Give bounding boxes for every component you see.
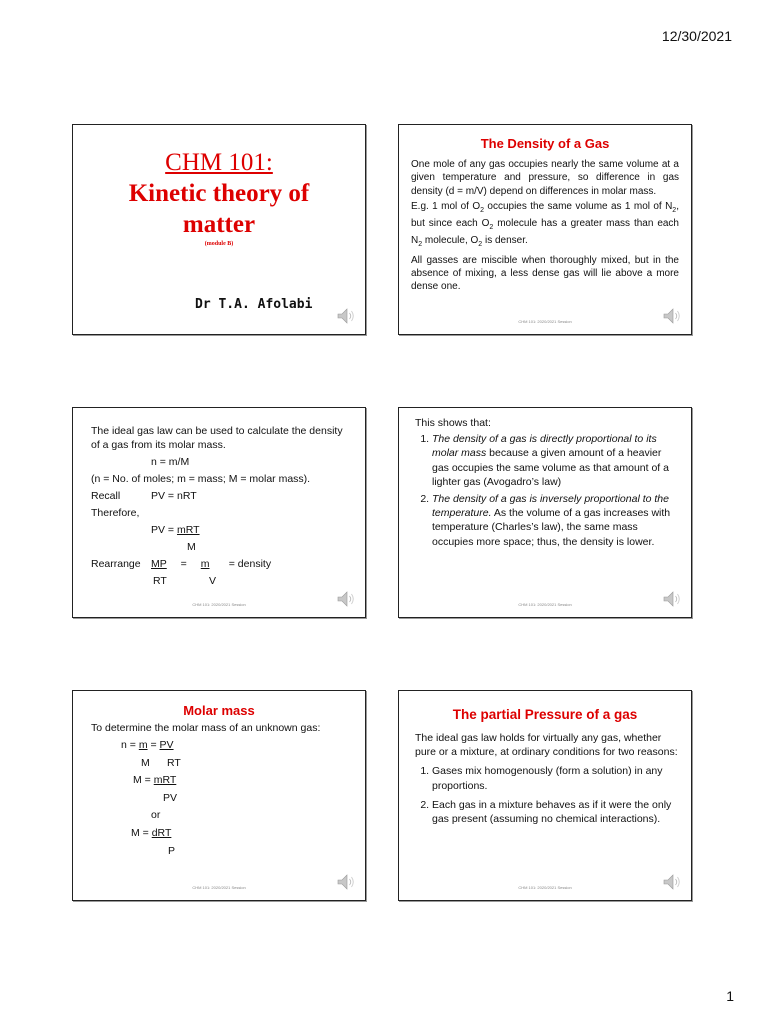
topic-line-1: Kinetic theory of: [128, 180, 310, 207]
list-item: 2. Each gas in a mixture behaves as if it were the only gas present (assuming no chemical interactions).: [432, 798, 679, 826]
slide-footer: CHM 101: 2020/2021 Session: [518, 885, 572, 890]
conclusion-list: [415, 432, 679, 549]
slide-body: [91, 424, 353, 590]
equation: n = m/M: [151, 456, 190, 468]
slide-title: Molar mass: [183, 703, 255, 718]
slide-footer: CHM 101: 2020/2021 Session: [192, 885, 246, 890]
slide-molar-mass: [72, 690, 366, 901]
speaker-icon[interactable]: [337, 308, 355, 324]
slide-title: The Density of a Gas: [480, 136, 610, 151]
author-name: Dr T.A. Afolabi: [195, 297, 313, 312]
speaker-icon[interactable]: [663, 591, 681, 607]
slide-body: [91, 721, 353, 860]
slide-title: [72, 124, 366, 335]
equation-denominator: M: [187, 541, 196, 553]
slide-footer: CHM 101: 2020/2021 Session: [192, 602, 246, 607]
equation: n = m = PV: [121, 739, 174, 751]
intro-text: This shows that:: [415, 417, 491, 429]
equation: Rearrange MP = m = density: [91, 558, 272, 570]
list-item: 2. The density of a gas is inversely proportional to the temperature. As the volume of a gas increases with temperature (Charles’s law), the same mass occupies more space; thus, the density is lower.: [432, 492, 679, 549]
slide-footer: CHM 101: 2020/2021 Session: [518, 602, 572, 607]
speaker-icon[interactable]: [337, 591, 355, 607]
reasons-list: [415, 764, 679, 826]
topic-line-2: matter: [182, 211, 256, 238]
intro-text: The ideal gas law holds for virtually any gas, whether pure or a mixture, at ordinary conditions for two reasons:: [415, 732, 678, 759]
equation: PV = mRT: [151, 524, 200, 536]
module-label: (module B): [204, 241, 234, 247]
equation-denominator: P: [168, 844, 176, 857]
slide-ideal-gas-density: [72, 407, 366, 618]
slide-body: [415, 731, 679, 829]
course-code: CHM 101:: [165, 149, 273, 176]
intro-text: To determine the molar mass of an unknown gas:: [91, 722, 321, 734]
slide-density-conclusions: [398, 407, 692, 618]
equation: M = dRT: [131, 826, 172, 839]
equation-denominator: RT V: [153, 575, 217, 587]
course-title: [73, 147, 365, 248]
paragraph: All gasses are miscible when thoroughly mixed, but in the absence of mixing, a less dense gas will lie above a more dense one.: [411, 254, 679, 293]
slide-footer: CHM 101: 2020/2021 Session: [518, 319, 572, 324]
slide-partial-pressure: [398, 690, 692, 901]
intro-text: The ideal gas law can be used to calculate the density of a gas from its molar mass.: [91, 425, 343, 451]
text-line: or: [151, 809, 161, 822]
equation: M = mRT: [133, 774, 177, 787]
print-date: 12/30/2021: [661, 28, 732, 44]
speaker-icon[interactable]: [663, 874, 681, 890]
list-item: 1. The density of a gas is directly proportional to its molar mass because a given amount of a heavier gas occupies the same volume as that amount of a lighter gas (Avogadro’s law): [432, 432, 679, 489]
paragraph-example: E.g. 1 mol of $O_2$ occupies the same volume as 1 mol of $N_2$, but since each $O_2$ molecule has a greater mass than each $N_2$ molecule, $O_2$ is denser.: [411, 200, 679, 249]
page-number: 1: [726, 988, 734, 1004]
definition-text: (n = No. of moles; m = mass; M = molar mass).: [91, 473, 311, 485]
paragraph: One mole of any gas occupies nearly the same volume at a given temperature and pressure, so difference in gas density (d = m/V) depend on differences in molar mass.: [411, 159, 679, 197]
speaker-icon[interactable]: [337, 874, 355, 890]
slide-body: [411, 158, 679, 294]
slide-density-of-gas: [398, 124, 692, 335]
equation-denominator: PV: [163, 791, 178, 804]
equation: Recall PV = nRT: [91, 490, 197, 502]
slide-title: The partial Pressure of a gas: [452, 707, 638, 722]
equation-denominator: M RT: [141, 756, 181, 769]
speaker-icon[interactable]: [663, 308, 681, 324]
text-line: Therefore,: [91, 507, 140, 519]
list-item: 1. Gases mix homogenously (form a solution) in any proportions.: [432, 764, 679, 792]
slide-body: [415, 416, 679, 552]
